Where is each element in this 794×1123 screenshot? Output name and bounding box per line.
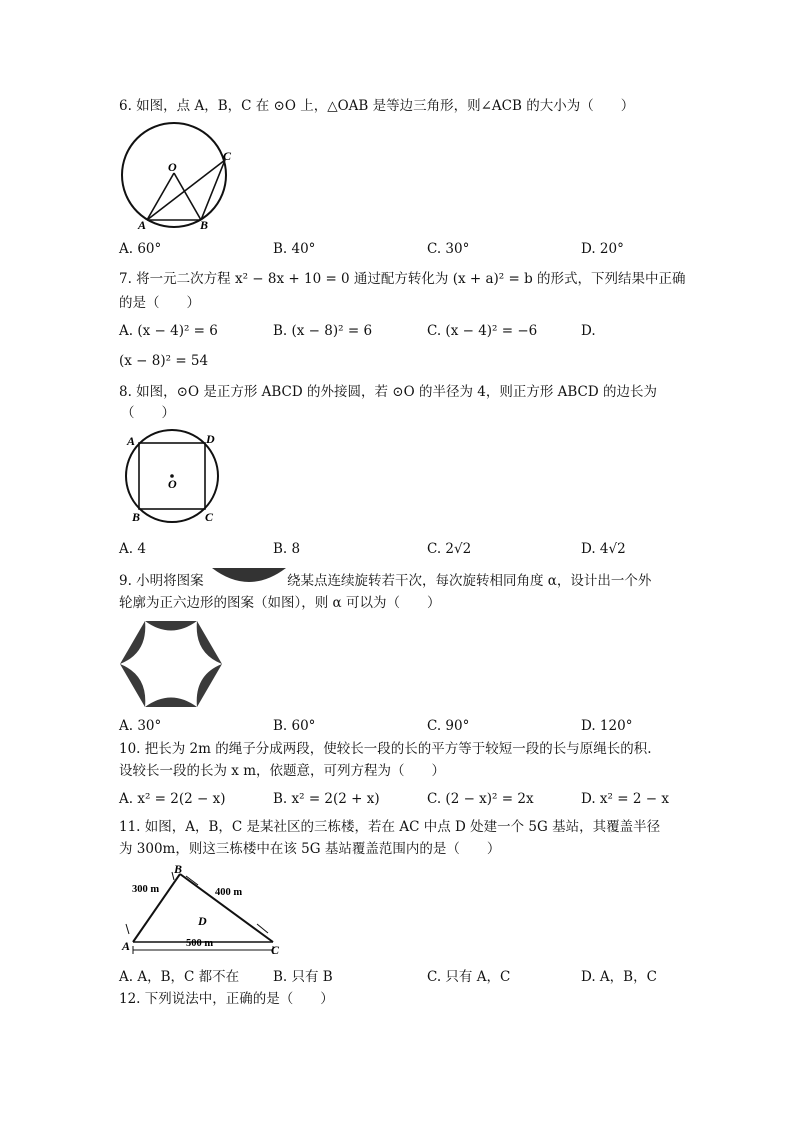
- q6-label-o: O: [168, 160, 177, 174]
- q12-stem: 12. 下列说法中，正确的是（ ）: [119, 991, 334, 1007]
- q9-option-b[interactable]: B. 60°: [273, 718, 316, 734]
- q7-option-a[interactable]: A. (x − 4)² = 6: [119, 323, 218, 339]
- q6-label-c: C: [223, 149, 232, 163]
- q10-option-d[interactable]: D. x² = 2 − x: [581, 791, 669, 807]
- q8-figure: [120, 428, 230, 528]
- q7-option-d[interactable]: D.: [581, 323, 596, 339]
- q6-option-c[interactable]: C. 30°: [427, 241, 470, 257]
- q7-option-d-content: (x − 8)² = 54: [119, 353, 209, 369]
- q8-label-c: C: [205, 510, 214, 524]
- q11-label-b: B: [174, 862, 183, 876]
- q8-stem-line1: 8. 如图，⊙O 是正方形 ABCD 的外接圆，若 ⊙O 的半径为 4，则正方形 ABCD 的边长为: [119, 384, 657, 400]
- q10-stem-line2: 设较长一段的长为 x m，依题意，可列方程为（ ）: [119, 763, 445, 779]
- q6-option-d[interactable]: D. 20°: [581, 241, 624, 257]
- q10-stem-line1: 10. 把长为 2m 的绳子分成两段，使较长一段的长的平方等于较短一段的长与原绳长的积.: [119, 741, 652, 757]
- q9-stem-line1b: 绕某点连续旋转若干次，每次旋转相同角度 α，设计出一个外: [287, 573, 652, 589]
- q6-stem: 6. 如图，点 A，B，C 在 ⊙O 上，△OAB 是等边三角形，则∠ACB 的大小为（ ）: [119, 98, 635, 114]
- q7-stem-line2: 的是（ ）: [119, 295, 200, 311]
- q11-label-c: C: [271, 943, 280, 957]
- q10-option-a[interactable]: A. x² = 2(2 − x): [119, 791, 226, 807]
- q9-stem-line2: 轮廓为正六边形的图案（如图），则 α 可以为（ ）: [119, 595, 441, 611]
- q11-option-a[interactable]: A. A，B，C 都不在: [119, 969, 240, 985]
- q11-triangle-figure: [118, 862, 288, 957]
- q8-label-o: O: [168, 477, 177, 491]
- q11-label-ac: 500 m: [186, 938, 214, 949]
- q8-option-c[interactable]: C. 2√2: [427, 541, 472, 557]
- q11-stem-line1: 11. 如图，A，B，C 是某社区的三栋楼，若在 AC 中点 D 处建一个 5G 基站，其覆盖半径: [119, 819, 661, 835]
- q10-option-b[interactable]: B. x² = 2(2 + x): [273, 791, 380, 807]
- q8-option-a[interactable]: A. 4: [119, 541, 146, 557]
- q7-option-c[interactable]: C. (x − 4)² = −6: [427, 323, 538, 339]
- q9-option-d[interactable]: D. 120°: [581, 718, 633, 734]
- q11-stem-line2: 为 300m，则这三栋楼中在该 5G 基站覆盖范围内的是（ ）: [119, 841, 501, 857]
- q6-label-a: A: [138, 218, 147, 232]
- q8-label-d: D: [206, 432, 215, 446]
- q7-option-b[interactable]: B. (x − 8)² = 6: [273, 323, 373, 339]
- q11-option-b[interactable]: B. 只有 B: [273, 969, 333, 985]
- q11-label-ab: 300 m: [132, 884, 160, 895]
- q11-option-c[interactable]: C. 只有 A，C: [427, 969, 511, 985]
- q11-label-a: A: [122, 939, 131, 953]
- q9-option-a[interactable]: A. 30°: [119, 718, 162, 734]
- q9-option-c[interactable]: C. 90°: [427, 718, 470, 734]
- q9-stem-line1a: 9. 小明将图案: [119, 573, 204, 589]
- q8-option-b[interactable]: B. 8: [273, 541, 301, 557]
- q6-label-b: B: [200, 218, 209, 232]
- q9-hexagon-figure: [118, 618, 224, 710]
- q8-label-a: A: [127, 434, 136, 448]
- q9-crescent-pattern: [212, 566, 286, 582]
- q6-option-b[interactable]: B. 40°: [273, 241, 316, 257]
- q8-label-b: B: [132, 510, 141, 524]
- q7-stem-line1: 7. 将一元二次方程 x² − 8x + 10 = 0 通过配方转化为 (x + a)² = b 的形式，下列结果中正确: [119, 271, 686, 287]
- q6-figure: [118, 125, 233, 235]
- q11-option-d[interactable]: D. A，B，C: [581, 969, 657, 985]
- q6-option-a[interactable]: A. 60°: [119, 241, 162, 257]
- q10-option-c[interactable]: C. (2 − x)² = 2x: [427, 791, 534, 807]
- q8-stem-line2: （ ）: [121, 405, 175, 421]
- q11-label-bc: 400 m: [215, 887, 243, 898]
- q11-label-d: D: [198, 914, 207, 928]
- q8-option-d[interactable]: D. 4√2: [581, 541, 626, 557]
